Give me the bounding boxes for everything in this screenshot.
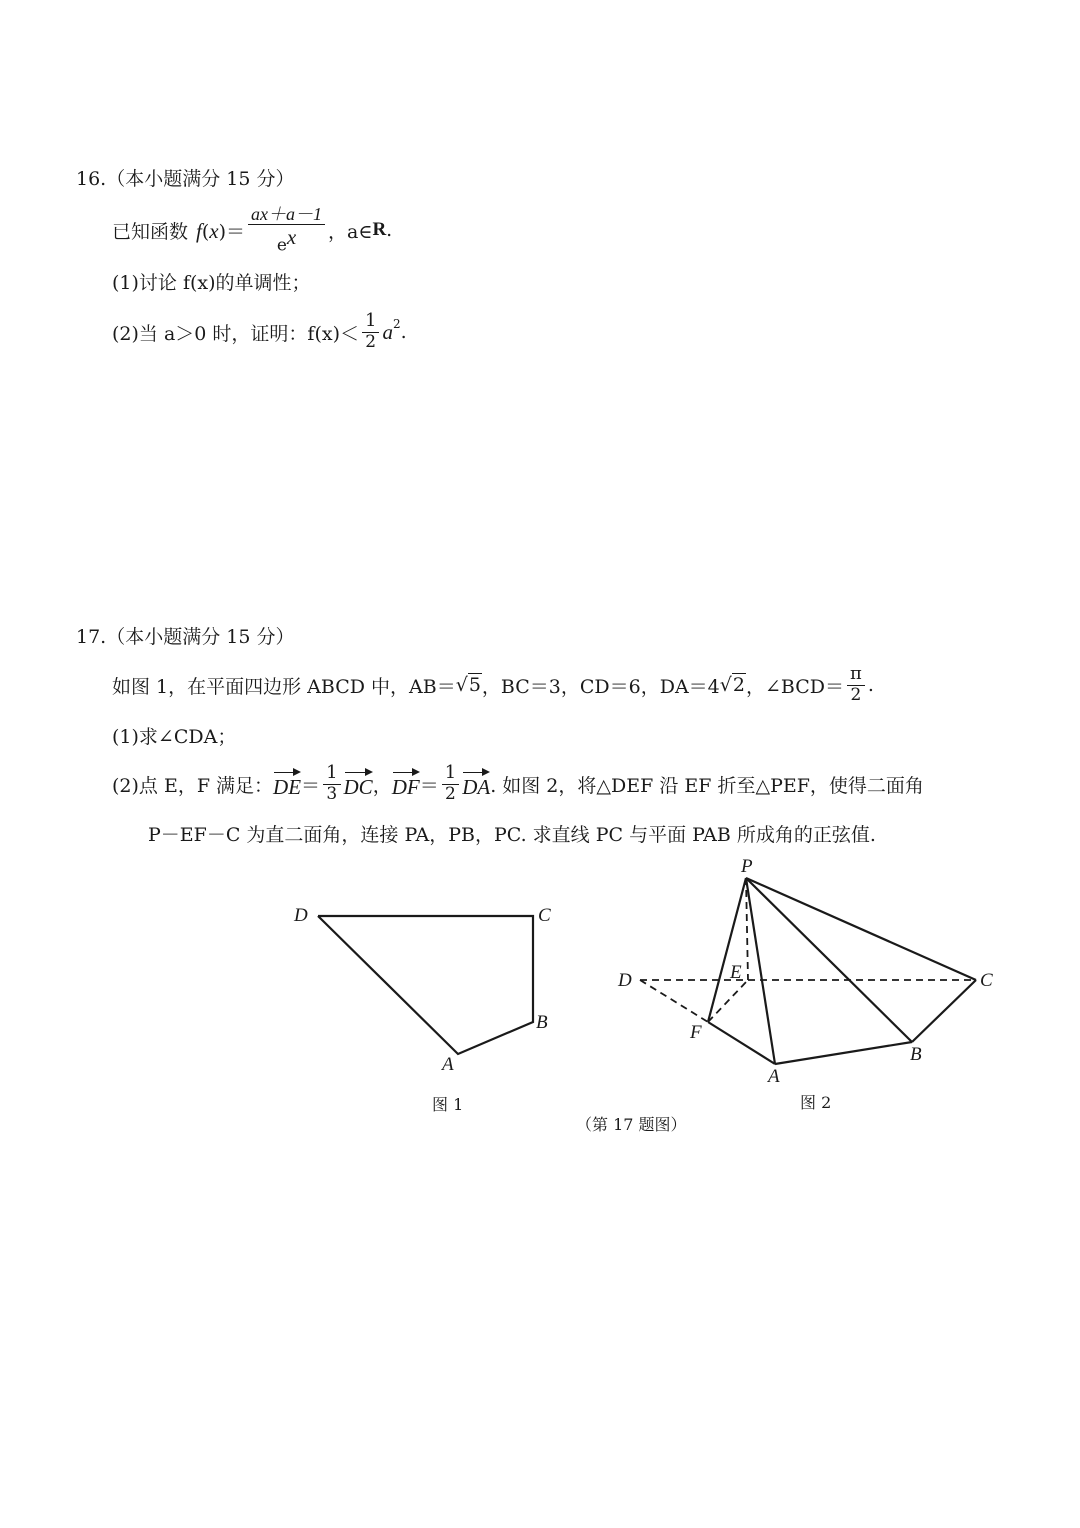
q17-sqrt2-radicand: 2 — [732, 674, 745, 696]
q16-intro-prefix: 已知函数 — [112, 220, 189, 243]
fig2-label-c: C — [980, 970, 993, 991]
fig2-edge-pa — [746, 878, 775, 1064]
q17-vec-dc: DC — [344, 769, 373, 800]
q17-intro-mid1: ，BC＝3，CD＝6，DA＝4 — [481, 675, 720, 698]
q16-func: f — [196, 218, 202, 243]
fig1-label-c: C — [538, 905, 551, 926]
q17-part2-line2: P－EF－C 为直二面角，连接 PA，PB，PC. 求直线 PC 与平面 PAB 所成角的正弦值. — [148, 824, 876, 846]
q17-intro-end: . — [867, 674, 874, 696]
q17-vec-df: DF — [392, 769, 420, 800]
q16-var: x — [209, 218, 219, 243]
q16-part2-frac-num: 1 — [362, 311, 379, 333]
q16-numerator: ax＋a－1 — [248, 204, 325, 226]
q17-part2-suffix: . 如图 2，将△DEF 沿 EF 折至△PEF，使得二面角 — [490, 774, 924, 797]
fig1-caption: 图 1 — [432, 1095, 464, 1114]
q16-part1: (1)讨论 f(x)的单调性； — [112, 272, 311, 294]
figure-caption: （第 17 题图） — [576, 1115, 687, 1134]
fig2-edge-fa — [708, 1022, 775, 1064]
q16-part2-fraction — [362, 311, 379, 352]
q17-sqrt5-radicand: 5 — [468, 674, 481, 696]
fig2-dashed-df — [640, 980, 708, 1022]
fig2-edge-ab — [775, 1042, 912, 1064]
fig2-label-a: A — [768, 1066, 780, 1087]
q17-frac1-num: 1 — [323, 763, 340, 785]
q17-header: 17.（本小题满分 15 分） — [76, 626, 295, 648]
q17-pi-den: 2 — [850, 685, 862, 706]
q16-part2-suffix: a — [382, 319, 393, 344]
q17-sqrt5: √5 — [455, 674, 481, 696]
q17-frac1 — [323, 763, 340, 804]
q17-frac2-den: 2 — [445, 784, 456, 805]
fig2-label-p: P — [741, 856, 753, 877]
fig2-edge-pc — [746, 878, 976, 980]
q17-sqrt2: √2 — [719, 674, 745, 696]
q16-fraction — [248, 204, 325, 257]
q17-comma: ， — [372, 774, 392, 797]
q16-header: 16.（本小题满分 15 分） — [76, 168, 295, 190]
q16-part2-prefix: (2)当 a＞0 时，证明：f(x)＜ — [112, 322, 359, 345]
fig1-quadrilateral — [318, 916, 533, 1054]
q17-pi-num: π — [847, 664, 865, 686]
q17-frac2-num: 1 — [442, 763, 459, 785]
q17-intro — [112, 660, 874, 710]
q17-part2-prefix: (2)点 E，F 满足： — [112, 774, 274, 797]
fig2-edge-bc — [912, 980, 976, 1042]
q17-frac2 — [442, 763, 459, 804]
q17-eq1: ＝ — [301, 774, 321, 797]
q16-denominator: e — [276, 235, 287, 256]
fig1-label-b: B — [536, 1012, 548, 1033]
fig2-edge-pf — [708, 878, 746, 1022]
q17-vec-de: DE — [273, 769, 301, 800]
q17-part2 — [112, 758, 924, 810]
q16-set: R — [372, 219, 387, 240]
q16-part2-end: . — [400, 321, 407, 343]
q16-intro-suffix: ，a∈ — [328, 220, 373, 243]
q16-intro: 已知函数 f(x)＝ $\frac{ax+a-1}{e^x}$ ，a∈ R . — [112, 203, 393, 256]
fig2-label-b: B — [910, 1044, 922, 1065]
figure-1 — [280, 890, 580, 1090]
figure-2 — [600, 850, 1020, 1090]
q17-frac1-den: 3 — [326, 784, 338, 805]
q17-pi-fraction — [847, 664, 865, 705]
q16-part2-frac-den: 2 — [365, 332, 377, 353]
fig1-label-a: A — [442, 1054, 454, 1075]
q17-eq2: ＝ — [419, 774, 439, 797]
q16-part2-sup: 2 — [392, 317, 401, 331]
fig1-label-d: D — [294, 905, 308, 926]
q16-part2 — [112, 306, 407, 358]
q17-part1: (1)求∠CDA； — [112, 726, 237, 748]
q16-denominator-sup: x — [286, 225, 297, 250]
fig2-label-f: F — [690, 1022, 702, 1043]
fig2-label-d: D — [618, 970, 632, 991]
q17-intro-prefix: 如图 1，在平面四边形 ABCD 中，AB＝ — [112, 675, 456, 698]
fig2-edge-pb — [746, 878, 912, 1042]
q17-intro-mid2: ，∠BCD＝ — [745, 675, 844, 698]
fig2-caption: 图 2 — [800, 1093, 832, 1112]
fig2-label-e: E — [730, 962, 742, 983]
q17-vec-da: DA — [462, 769, 490, 800]
